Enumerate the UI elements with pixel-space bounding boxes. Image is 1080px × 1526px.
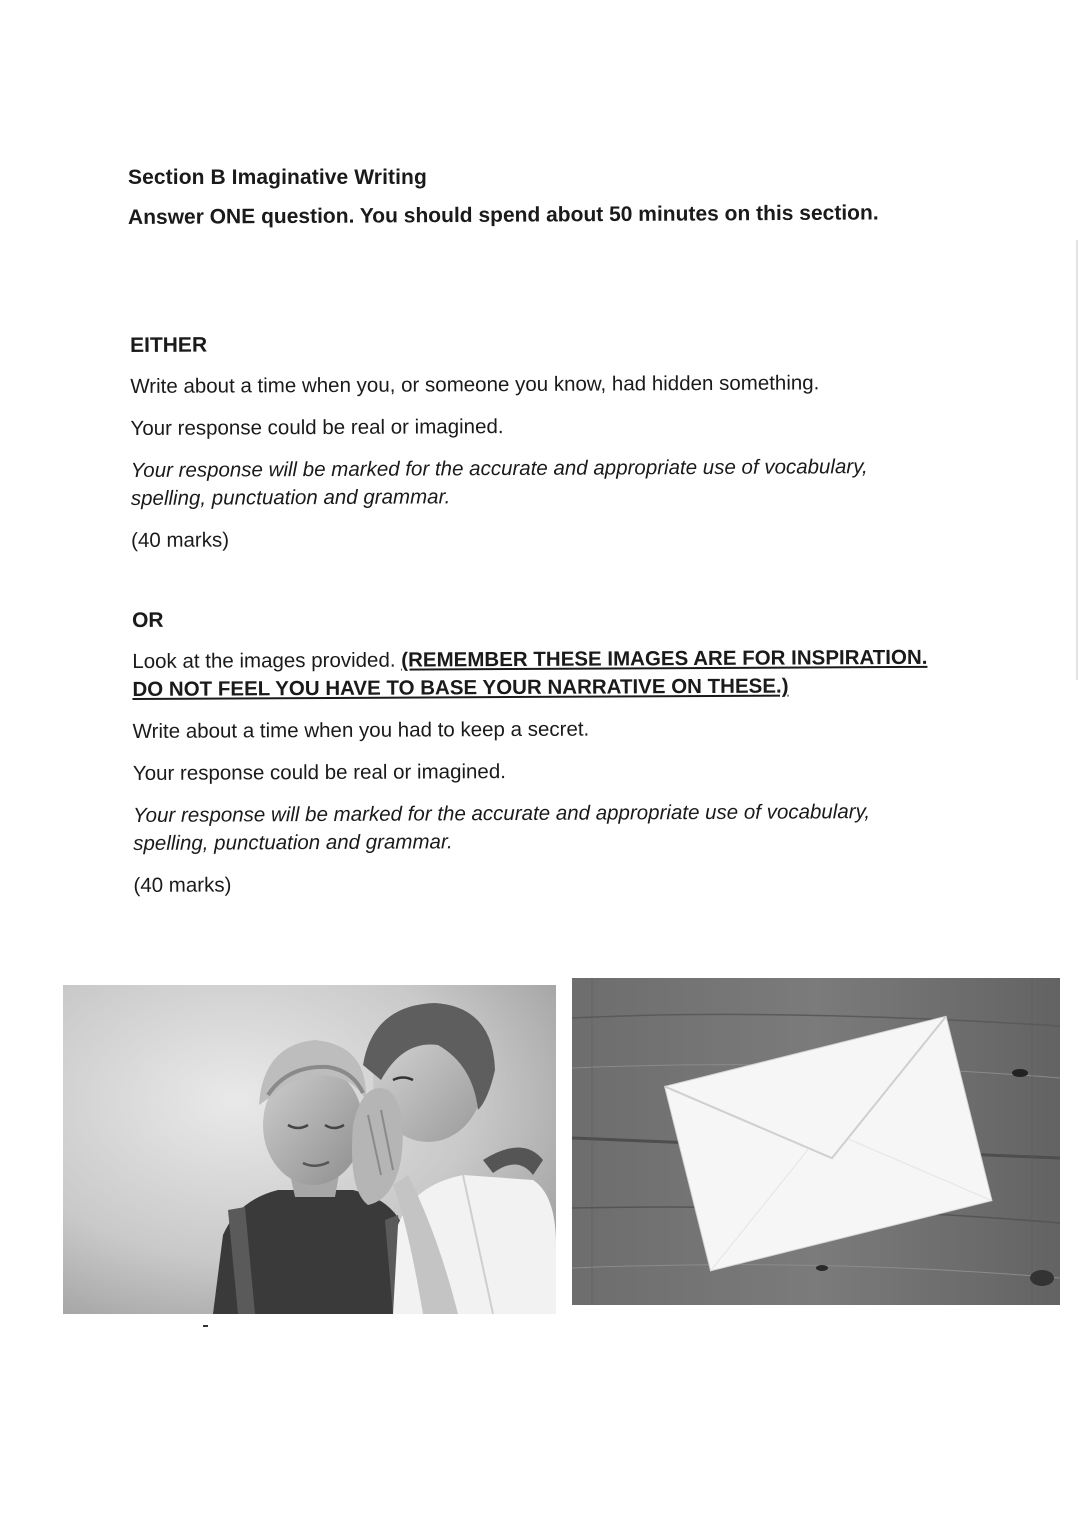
scan-edge-line (1076, 240, 1078, 680)
or-prompt: Write about a time when you had to keep a secret. (132, 717, 590, 743)
or-label: OR (132, 608, 164, 632)
or-question (132, 604, 934, 914)
or-reminder: (REMEMBER THESE IMAGES ARE FOR INSPIRATION. DO NOT FEEL YOU HAVE TO BASE YOUR NARRATIVE ON THESE.) (132, 645, 928, 701)
section-title: Section B Imaginative Writing (128, 166, 427, 189)
or-look-text: Look at the images provided. (132, 648, 402, 673)
either-question (130, 329, 931, 569)
envelope-photo-illustration (572, 978, 1060, 1305)
or-real-or-imagined: Your response could be real or imagined. (132, 760, 506, 785)
or-marks: (40 marks) (133, 873, 232, 897)
or-look-at-images (132, 644, 932, 704)
whisper-photo-icon (63, 985, 556, 1314)
stray-mark (203, 1325, 208, 1327)
section-instruction: Answer ONE question. You should spend about 50 minutes on this section. (127, 201, 879, 229)
either-real-or-imagined: Your response could be real or imagined. (130, 415, 504, 440)
envelope-photo-icon (572, 978, 1060, 1305)
either-marking-note: Your response will be marked for the accurate and appropriate use of vocabulary, spelling, punctuation and grammar. (130, 455, 868, 510)
either-prompt: Write about a time when you, or someone you know, had hidden something. (130, 371, 820, 398)
or-marking-note: Your response will be marked for the accurate and appropriate use of vocabulary, spelling, punctuation and grammar. (133, 800, 871, 855)
whisper-photo-illustration (63, 985, 556, 1314)
either-marks: (40 marks) (131, 528, 230, 552)
either-label: EITHER (130, 333, 208, 357)
